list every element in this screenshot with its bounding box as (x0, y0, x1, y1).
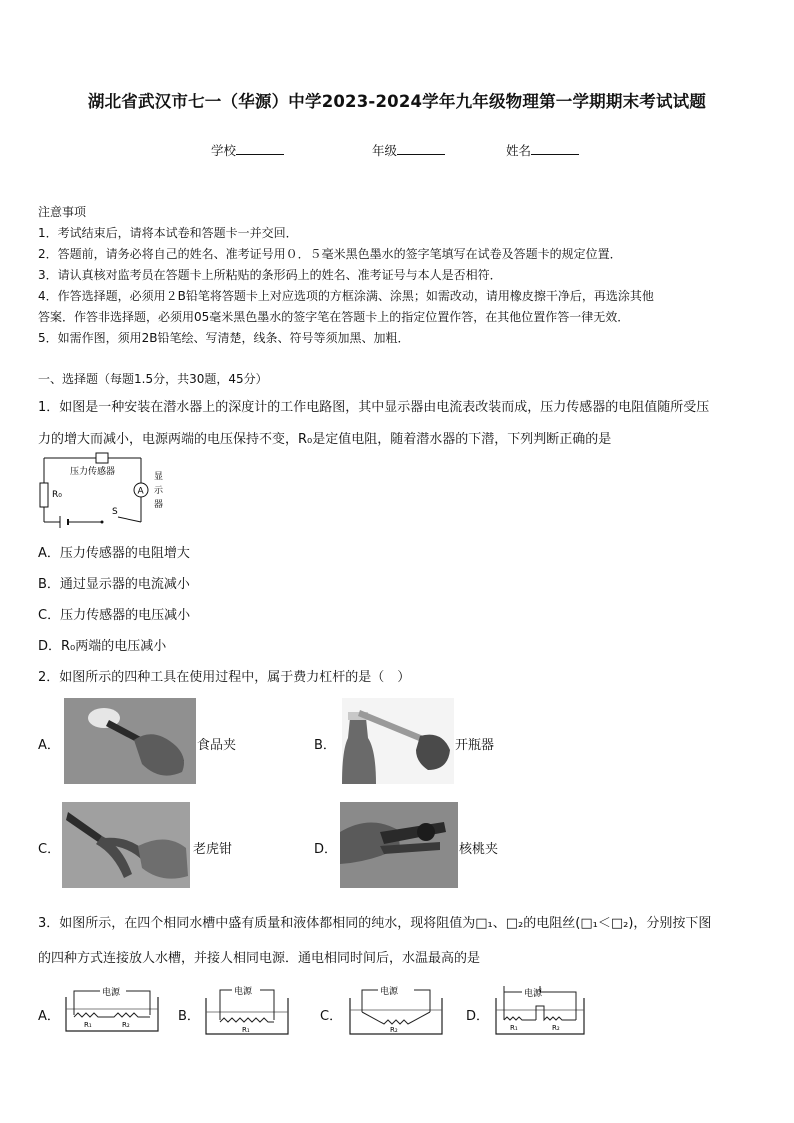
q2-stem: 2．如图所示的四种工具在使用过程中，属于费力杠杆的是（ ） (38, 670, 411, 685)
q1-option-d: D．R₀两端的电压减小 (38, 639, 167, 654)
q2-option-d-letter: D． (314, 842, 338, 857)
note-item: 2．答题前，请务必将自己的姓名、准考证号用０．５毫米黑色墨水的签字笔填写在试卷及答题卡的规定位置． (38, 247, 622, 261)
q3-diagram-c (344, 982, 448, 1040)
q3-diagram-a (60, 983, 164, 1039)
ammeter-label: A (137, 486, 144, 497)
q1-stem-line2: 力的增大而减小，电源两端的电压保持不变，R₀是定值电阻，随着潜水器的下潜，下列判断正确的是 (38, 432, 612, 447)
r0-label: R₀ (52, 490, 62, 500)
q3a-r1-label: R₁ (84, 1021, 92, 1029)
q3-diagram-b (200, 980, 294, 1040)
q2-option-c-letter: C． (38, 842, 61, 857)
q3-diagram-d (490, 980, 590, 1040)
q2-caption-c: 老虎钳 (193, 842, 233, 857)
q2-option-a-letter: A． (38, 738, 60, 753)
note-item: 答案．作答非选择题，必须用05毫米黑色墨水的签字笔在答题卡上的指定位置作答，在其他位置作答一律无效． (38, 310, 630, 324)
grade-blank (397, 143, 445, 155)
pliers-photo (62, 802, 190, 888)
q2-caption-a: 食品夹 (197, 738, 237, 753)
q3-option-d-letter: D． (466, 1009, 490, 1024)
q1-option-c: C．压力传感器的电压减小 (38, 608, 191, 623)
display-label-1: 显 (154, 472, 164, 482)
note-item: 1．考试结束后，请将本试卷和答题卡一并交回． (38, 226, 298, 240)
notes-heading: 注意事项 (38, 205, 87, 219)
grade-field (372, 141, 445, 159)
sensor-resistor (96, 453, 108, 463)
grade-label: 年级 (372, 143, 398, 158)
name-blank (531, 143, 579, 155)
q3-option-c-letter: C． (320, 1009, 343, 1024)
q3d-r1-label: R₁ (510, 1024, 518, 1032)
q3-stem-line2: 的四种方式连接放人水槽，并接人相同电源．通电相同时间后，水温最高的是 (38, 951, 481, 966)
q1-option-b: B．通过显示器的电流减小 (38, 577, 190, 592)
q3a-source-label: 电源 (102, 988, 121, 998)
r0-resistor (40, 483, 48, 507)
q1-stem-line1: 1．如图是一种安装在潜水器上的深度计的工作电路图，其中显示器由电流表改装而成，压力传感器的电阻值随所受压 (38, 400, 710, 415)
school-blank (236, 143, 284, 155)
display-label-3: 器 (154, 500, 164, 510)
q3b-source-label: 电源 (234, 987, 253, 997)
q3-option-a-letter: A． (38, 1009, 60, 1024)
note-item: 4．作答选择题，必须用２B铅笔将答题卡上对应选项的方框涂满、涂黑；如需改动，请用橡皮擦干净后，再选涂其他 (38, 289, 654, 303)
q3d-source-label: 电源 (524, 989, 543, 999)
q3c-r2-label: R₂ (390, 1026, 398, 1034)
note-item: 5．如需作图，须用2B铅笔绘、写清楚，线条、符号等须加黑、加粗． (38, 331, 410, 345)
exam-title: 湖北省武汉市七一（华源）中学2023-2024学年九年级物理第一学期期末考试试题 (87, 92, 707, 111)
section-header: 一、选择题（每题1.5分，共30题，45分） (38, 372, 268, 386)
q2-option-b-letter: B． (314, 738, 336, 753)
bottle-opener-photo (342, 698, 454, 784)
q2-caption-d: 核桃夹 (459, 842, 499, 857)
q3b-r1-label: R₁ (242, 1026, 250, 1034)
note-item: 3．请认真核对监考员在答题卡上所粘贴的条形码上的姓名、准考证号与本人是否相符． (38, 268, 502, 282)
q1-circuit-diagram (36, 450, 176, 532)
school-field (211, 141, 284, 159)
food-tongs-photo (64, 698, 196, 784)
switch-icon (101, 521, 104, 524)
display-label-2: 示 (154, 486, 164, 496)
switch-label: S (112, 507, 118, 517)
q3-option-b-letter: B． (178, 1009, 200, 1024)
q3-stem-line1: 3．如图所示，在四个相同水槽中盛有质量和液体都相同的纯水，现将阻值为□₁、□₂的电阻丝(□₁＜□₂)，分别按下图 (38, 916, 712, 931)
q3c-source-label: 电源 (380, 987, 399, 997)
sensor-label: 压力传感器 (70, 467, 116, 477)
nutcracker-photo (340, 802, 458, 888)
name-label: 姓名 (506, 143, 532, 158)
q3a-r2-label: R₂ (122, 1021, 130, 1029)
school-label: 学校 (211, 143, 237, 158)
q1-option-a: A．压力传感器的电阻增大 (38, 546, 190, 561)
name-field (506, 141, 579, 159)
q3d-r2-label: R₂ (552, 1024, 560, 1032)
q2-caption-b: 开瓶器 (455, 738, 495, 753)
